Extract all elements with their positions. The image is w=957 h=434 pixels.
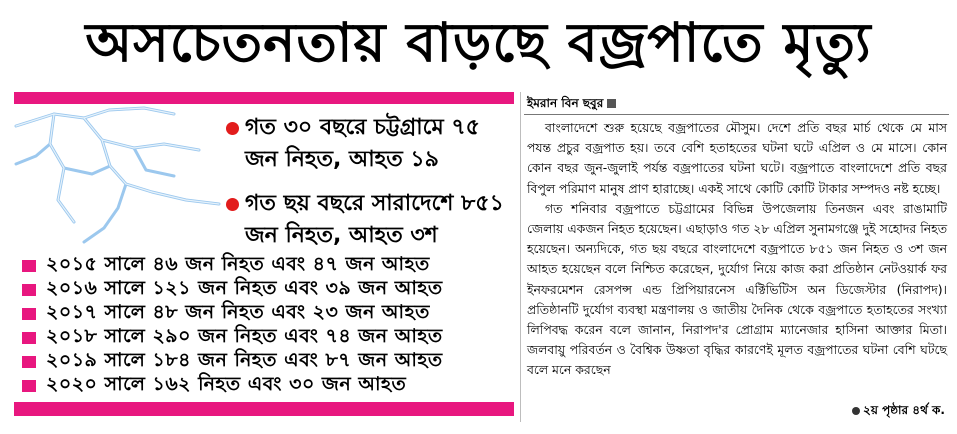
panel-bottom-bar bbox=[14, 402, 514, 416]
square-bullet-icon bbox=[22, 356, 36, 368]
bullet-dot-icon bbox=[852, 407, 860, 415]
info-panel bbox=[14, 92, 514, 424]
stat-row: ২০২০ সালে ১৬২ নিহত এবং ৩০ জন আহত bbox=[14, 374, 514, 398]
headline: অসচেতনতায় বাড়ছে বজ্রপাতে মৃত্যু bbox=[85, 10, 872, 74]
byline-rule bbox=[524, 114, 949, 115]
stat-row: ২০১৬ সালে ১২১ জন নিহত এবং ৩৯ জন আহত bbox=[14, 278, 514, 302]
stat-row: ২০১৯ সালে ১৮৪ জন নিহত এবং ৮৭ জন আহত bbox=[14, 350, 514, 374]
bullet-dot-icon bbox=[226, 198, 239, 211]
lightning-icon bbox=[14, 104, 224, 244]
key-point: গত ৩০ বছরে চট্টগ্রামে ৭৫ জন নিহত, আহত ১৯ bbox=[226, 112, 511, 176]
square-bullet-icon bbox=[22, 380, 36, 392]
panel-top-bar bbox=[14, 92, 514, 104]
square-bullet-icon bbox=[22, 332, 36, 344]
square-bullet-icon bbox=[22, 284, 36, 296]
square-bullet-icon bbox=[22, 308, 36, 320]
stat-row: ২০১৭ সালে ৪৮ জন নিহত এবং ২৩ জন আহত bbox=[14, 302, 514, 326]
paragraph: বাংলাদেশে শুরু হয়েছে বজ্রপাতের মৌসুম। দেশে প্রতি বছর মার্চ থেকে মে মাস পযন্ত প্রচুর বজ্রপাত হয়। তবে বেশি হতাহতের ঘটনা ঘটে এপ্রিল ও মে মাসে। কোন কোন বছর জুন-জুলাই পর্যন্ত বজ্রপাতের ঘটনা ঘটে। বজ্রপাতে বাংলাদেশে প্রতি বছর বিপুল পরিমাণ মানুষ প্রাণ হারাচ্ছে। একই সাথে কোটি কোটি টাকার সম্পদও নষ্ট হচ্ছে। bbox=[527, 120, 947, 196]
square-bullet-icon bbox=[22, 260, 36, 272]
column-divider bbox=[520, 92, 521, 422]
paragraph: গত শনিবার বজ্রপাতে চট্টগ্রামের বিভিন্ন উপজেলায় তিনজন এবং রাঙামাটি জেলায় একজন নিহত হয়েছেন। এছাড়াও গত ২৮ এপ্রিল সুনামগঞ্জে দুই সহোদর নিহত হয়েছেন। অন্যদিকে, গত ছয় বছরে বাংলাদেশে বজ্রপাতে ৮৫১ জন নিহত ও ৩শ জন আহত হয়েছেন বলে নিশ্চিত করেছেন, দুর্যোগ নিয়ে কাজ করা প্রতিষ্ঠান নেটওয়ার্ক ফর ইনফরমেশন রেসপন্স এন্ড প্রিপিয়ারনেস এক্টিভিটিস অন ডিজেস্টার (নিরাপদ)। প্রতিষ্ঠানটি দুর্যোগ ব্যবস্থা মন্ত্রণালয় ও জাতীয় দৈনিক থেকে বজ্রপাতে হতাহতের সংখ্যা লিপিবদ্ধ করেন বলে জানান, নিরাপদ'র প্রোগ্রাম ম্যানেজার হাসিনা আক্তার মিতা। জলবায়ু পরিবর্তন ও বৈশ্বিক উষ্ণতা বৃদ্ধির কারণেই মূলত বজ্রপাতের ঘটনা বেশি ঘটছে বলে মনে করছেন bbox=[527, 200, 947, 378]
stat-row: ২০১৮ সালে ২৯০ জন নিহত এবং ৭৪ জন আহত bbox=[14, 326, 514, 350]
square-marker-icon bbox=[607, 99, 616, 108]
key-point: গত ছয় বছরে সারাদেশে ৮৫১ জন নিহত, আহত ৩শ bbox=[226, 188, 511, 252]
continuation-note: ২য় পৃষ্ঠার ৪র্থ ক. bbox=[852, 402, 945, 422]
stat-row: ২০১৫ সালে ৪৬ জন নিহত এবং ৪৭ জন আহত bbox=[14, 254, 514, 278]
bullet-dot-icon bbox=[226, 122, 239, 135]
key-points bbox=[226, 112, 511, 264]
yearly-stats-list bbox=[14, 254, 514, 398]
article-body bbox=[527, 118, 947, 381]
byline: ইমরান বিন ছবুর bbox=[527, 95, 616, 115]
